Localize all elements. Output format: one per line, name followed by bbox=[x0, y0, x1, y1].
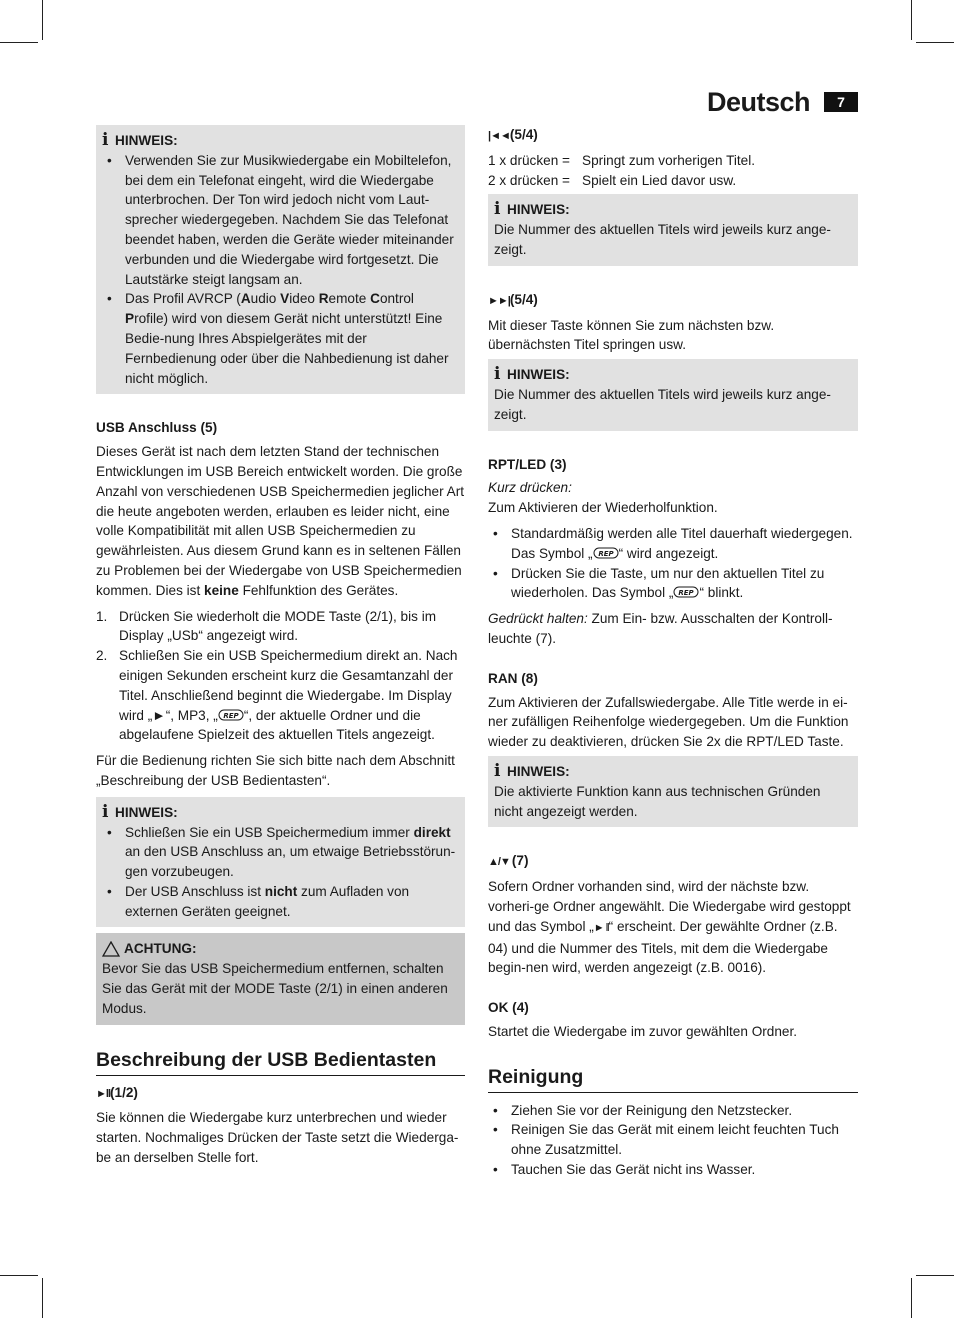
warning-text: Bevor Sie das USB Speichermedium entfernen, schalten Sie das Gerät mit der MODE Taste (2/1) in einen anderen Modus. bbox=[102, 961, 448, 1016]
ran-heading: RAN (8) bbox=[488, 670, 538, 686]
ran-text: Zum Aktivieren der Zufallswiedergabe. Alle Title werde in ei-ner zufälligen Reihenfolge wiedergegeben. Um die Funktion wieder zu deaktivieren, drücken Sie 2x die RPT/LED Taste. bbox=[488, 694, 849, 750]
note-list bbox=[102, 151, 459, 389]
rpt-short-label: Kurz drücken: bbox=[488, 480, 572, 496]
warning-title: ACHTUNG: bbox=[102, 939, 459, 959]
list-item: • Tauchen Sie das Gerät nicht ins Wasser. bbox=[488, 1160, 858, 1180]
crop-mark bbox=[42, 0, 43, 40]
rpt-short-text: Zum Aktivieren der Wiederholfunktion. bbox=[488, 500, 718, 516]
cleaning-list bbox=[488, 1101, 858, 1180]
usb-heading: USB Anschluss (5) bbox=[96, 420, 218, 436]
note-box-next: i HINWEIS: Die Nummer des aktuellen Titels wird jeweils kurz ange-zeigt. bbox=[488, 359, 858, 430]
section-heading-cleaning: Reinigung bbox=[488, 1064, 858, 1093]
play-pause-icon: ► ll bbox=[593, 921, 609, 934]
language-title: Deutsch bbox=[706, 87, 810, 117]
play-pause-text: Sie können die Wiedergabe kurz unterbrechen und wieder starten. Nochmaliges Drücken der Taste setzt die Wiederga-be an derselben Stelle fort. bbox=[96, 1110, 459, 1166]
crop-mark bbox=[911, 0, 912, 40]
play-icon: ► bbox=[152, 707, 166, 723]
section-heading-controls: Beschreibung der USB Bedientasten bbox=[96, 1047, 465, 1076]
warning-icon bbox=[102, 941, 120, 957]
svg-text:REP: REP bbox=[597, 549, 614, 558]
next-text: Mit dieser Taste können Sie zum nächsten bzw. übernächsten Titel springen usw. bbox=[488, 317, 775, 353]
ok-heading: OK (4) bbox=[488, 1000, 529, 1016]
usb-paragraph-2: Für die Bedienung richten Sie sich bitte nach dem Abschnitt „Beschreibung der USB Bedientasten“. bbox=[96, 753, 455, 788]
note-list bbox=[102, 823, 459, 922]
rpt-list bbox=[488, 524, 858, 603]
note-box-usb bbox=[96, 797, 465, 928]
list-item: • Schließen Sie ein USB Speichermedium immer direkt an den USB Anschluss an, um etwaige Betriebsstörun-gen vorzubeugen. bbox=[102, 823, 459, 882]
list-item: • Der USB Anschluss ist nicht zum Aufladen von externen Geräten geeignet. bbox=[102, 882, 459, 922]
left-column bbox=[96, 125, 465, 1168]
page-number: 7 bbox=[824, 92, 858, 112]
repeat-one-symbol-icon bbox=[673, 586, 699, 598]
next-heading: ►►|(5/4) bbox=[488, 291, 538, 307]
press-row: 2 x drücken = Spielt ein Lied davor usw. bbox=[488, 172, 737, 188]
note-title: i HINWEIS: bbox=[494, 364, 570, 385]
list-item: • Das Profil AVRCP (Audio Video Remote Control Profile) wird von diesem Gerät nicht unterstützt! Eine Bedie-nung Ihres Abspielgerätes mit der Fernbedienung oder über die Nahbedienung ist daher nicht möglich. bbox=[102, 289, 459, 388]
prev-heading: |◄◄(5/4) bbox=[488, 127, 538, 142]
info-icon: i bbox=[102, 130, 109, 150]
right-column bbox=[488, 125, 858, 1180]
folder-text: Sofern Ordner vorhanden sind, wird der nächste bzw. vorheri-ge Ordner angewählt. Die Wiedergabe wird gestoppt und das Symbol „► ll“ erscheint. Der gewählte Ordner (z.B. 04) und die Nummer des Titels, mit dem die Wiedergabe begin-nen wird, werden angezeigt (z.B. 0016). bbox=[488, 879, 851, 976]
play-pause-heading: ►ll(1/2) bbox=[96, 1084, 138, 1100]
crop-mark bbox=[0, 1275, 38, 1276]
list-item: 2. Schließen Sie ein USB Speichermedium direkt an. Nach einigen Sekunden erscheint kurz die Gesamtanzahl der Titel. Anschließend beginnt die Wiedergabe. Im Display wird „►“, MP3, „ REP “, der aktuelle Ordner und die abgelaufene Spielzeit des aktuellen Titels angezeigt. bbox=[96, 648, 458, 743]
svg-text:REP: REP bbox=[223, 711, 239, 720]
info-icon: i bbox=[494, 364, 501, 385]
note-box-phone bbox=[96, 125, 465, 394]
repeat-symbol-icon bbox=[593, 547, 619, 559]
info-icon: i bbox=[102, 801, 109, 822]
crop-mark bbox=[911, 1278, 912, 1318]
list-item: • Standardmäßig werden alle Titel dauerhaft wiedergegen. Das Symbol „ REP “ wird angezeigt. bbox=[488, 524, 858, 564]
note-title: i HINWEIS: bbox=[102, 801, 178, 822]
repeat-symbol-icon bbox=[218, 709, 244, 721]
press-row: 1 x drücken = Springt zum vorherigen Titel. bbox=[488, 152, 756, 168]
info-icon: i bbox=[494, 760, 501, 781]
rpt-hold: Gedrückt halten: Zum Ein- bzw. Ausschalten der Kontroll-leuchte (7). bbox=[488, 611, 833, 646]
svg-text:REP: REP bbox=[678, 589, 695, 598]
usb-paragraph: Dieses Gerät ist nach dem letzten Stand der technischen Entwicklungen im USB Bereich entwickelt worden. Die große Anzahl von verschiedenen USB Speichermedien jeglicher Art die heute angeboten werden, erlauben es leider nicht, eine volle Kompatibilität mit allen USB Speichermedien zu gewährleisten. Aus diesem Grund kann es in seltenen Fällen zu Problemen bei der Wiedergabe von USB Speichermedien kommen. Dies ist keine Fehlfunktion des Gerätes. bbox=[96, 444, 464, 598]
list-item: • Verwenden Sie zur Musikwiedergabe ein Mobiltelefon, bei dem ein Telefonat eingeht, wird die Wiedergabe unterbrochen. Der Ton wird jedoch nicht vom Laut-sprecher wiedergegeben. Nachdem Sie das Telefonat beendet haben, werden die Geräte wieder miteinander verbunden und die Wiedergabe wird fortgesetzt. Die Lautstärke steigt langsam an. bbox=[102, 151, 459, 290]
crop-mark bbox=[916, 42, 954, 43]
note-title: i HINWEIS: bbox=[494, 199, 570, 220]
skip-back-icon: |◄◄ bbox=[488, 130, 510, 142]
folder-heading: ▲/▼ (7) bbox=[488, 853, 529, 869]
warning-box bbox=[96, 933, 465, 1024]
note-box-prev: i HINWEIS: Die Nummer des aktuellen Titels wird jeweils kurz ange-zeigt. bbox=[488, 194, 858, 265]
note-box-ran: i HINWEIS: Die aktivierte Funktion kann aus technischen Gründen nicht angezeigt werden. bbox=[488, 756, 858, 827]
info-icon: i bbox=[494, 199, 501, 220]
skip-forward-icon: ►►| bbox=[488, 294, 510, 307]
page-header bbox=[707, 86, 858, 118]
usb-steps bbox=[96, 607, 465, 746]
note-title: i HINWEIS: bbox=[494, 760, 570, 781]
play-pause-icon: ►ll bbox=[96, 1087, 110, 1100]
list-item: 1. Drücken Sie wiederholt die MODE Taste (2/1), bis im Display „USb“ angezeigt wird. bbox=[96, 608, 437, 644]
folder-up-down-icon: ▲/▼ bbox=[488, 856, 512, 869]
ok-text: Startet die Wiedergabe im zuvor gewählten Ordner. bbox=[488, 1023, 798, 1039]
crop-mark bbox=[0, 42, 38, 43]
crop-mark bbox=[42, 1278, 43, 1318]
list-item: • Drücken Sie die Taste, um nur den aktuellen Titel zu wiederholen. Das Symbol „ REP “ blinkt. bbox=[488, 564, 858, 604]
rpt-heading: RPT/LED (3) bbox=[488, 456, 567, 472]
list-item: • Ziehen Sie vor der Reinigung den Netzstecker. bbox=[488, 1101, 858, 1121]
crop-mark bbox=[916, 1275, 954, 1276]
note-title: i HINWEIS: bbox=[102, 130, 178, 150]
list-item: • Reinigen Sie das Gerät mit einem leicht feuchten Tuch ohne Zusatzmittel. bbox=[488, 1120, 858, 1160]
